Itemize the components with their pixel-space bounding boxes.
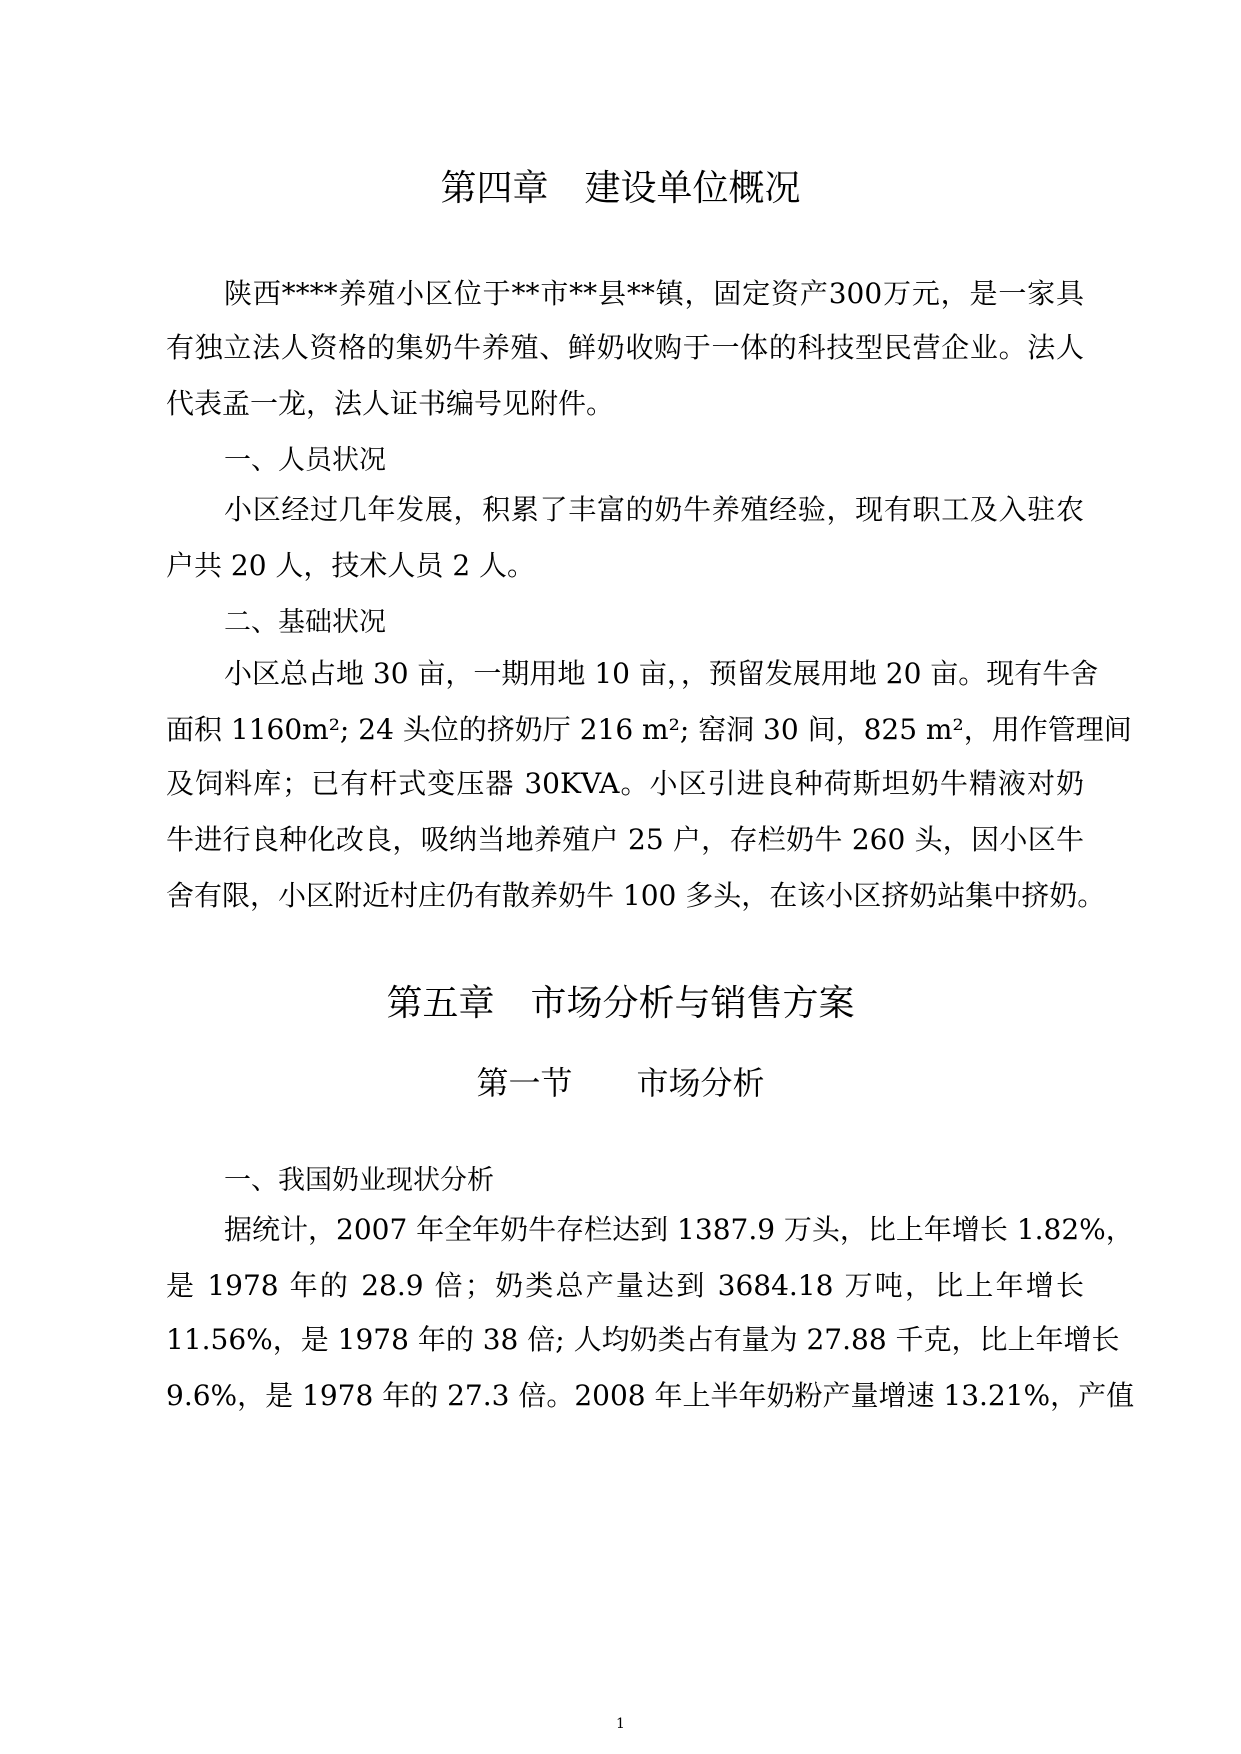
chapter-5-title: 第五章 市场分析与销售方案	[386, 983, 855, 1024]
page-number: 1	[616, 1716, 625, 1732]
paragraph-line: 据统计，2007 年全年奶牛存栏达到 1387.9 万头，比上年增长 1.82%，	[224, 1213, 1134, 1246]
paragraph-line: 舍有限，小区附近村庄仍有散养奶牛 100 多头，在该小区挤奶站集中挤奶。	[166, 879, 1106, 912]
personnel-heading: 一、人员状况	[224, 445, 386, 476]
paragraph-line: 11.56%，是 1978 年的 38 倍; 人均奶类占有量为 27.88 千克，比上年增长	[166, 1323, 1120, 1356]
paragraph-line: 是 1978 年的 28.9 倍；奶类总产量达到 3684.18 万吨，比上年增长	[166, 1269, 1084, 1302]
infrastructure-heading: 二、基础状况	[224, 607, 386, 638]
paragraph-line: 户共 20 人，技术人员 2 人。	[166, 549, 536, 582]
paragraph-line: 代表孟一龙，法人证书编号见附件。	[166, 387, 615, 420]
paragraph-line: 小区经过几年发展，积累了丰富的奶牛养殖经验，现有职工及入驻农	[224, 493, 1084, 526]
paragraph-line: 9.6%，是 1978 年的 27.3 倍。2008 年上半年奶粉产量增速 13.21%，产值	[166, 1379, 1135, 1412]
paragraph-line: 陕西****养殖小区位于**市**县**镇，固定资产300万元，是一家具	[224, 277, 1084, 310]
paragraph-line: 牛进行良种化改良，吸纳当地养殖户 25 户，存栏奶牛 260 头，因小区牛	[166, 823, 1084, 856]
dairy-status-heading: 一、我国奶业现状分析	[224, 1165, 494, 1196]
paragraph-line: 面积 1160m²; 24 头位的挤奶厅 216 m²; 窑洞 30 间，825 m²，用作管理间	[166, 713, 1132, 746]
paragraph-line: 有独立法人资格的集奶牛养殖、鲜奶收购于一体的科技型民营企业。法人	[166, 331, 1084, 364]
paragraph-line: 小区总占地 30 亩，一期用地 10 亩，，预留发展用地 20 亩。现有牛舍	[224, 657, 1099, 690]
paragraph-line: 及饲料库；已有杆式变压器 30KVA。小区引进良种荷斯坦奶牛精液对奶	[166, 767, 1084, 800]
chapter-4-title: 第四章 建设单位概况	[440, 168, 801, 209]
section-1-title: 第一节 市场分析	[476, 1064, 765, 1102]
